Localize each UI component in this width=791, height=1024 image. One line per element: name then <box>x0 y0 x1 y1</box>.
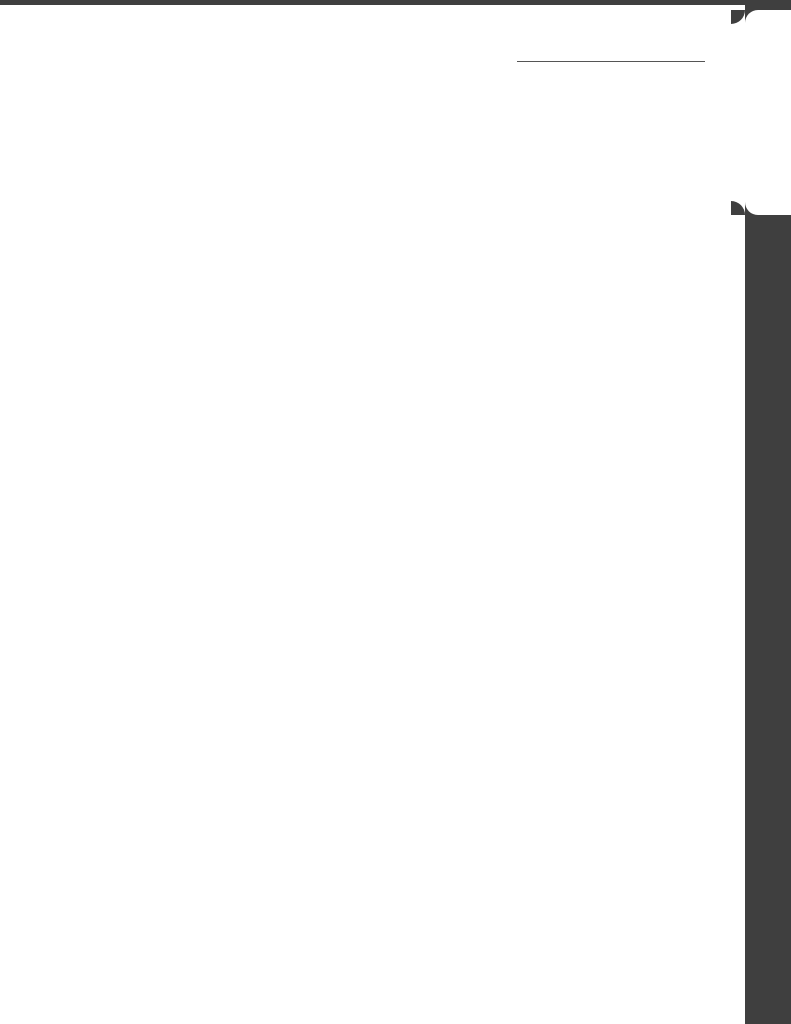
printable-page <box>0 5 745 1024</box>
year-input-line[interactable] <box>517 61 705 62</box>
section-tab-tax-deduction[interactable] <box>745 10 791 215</box>
section-tab-label <box>745 10 791 215</box>
page-footer <box>32 983 715 1005</box>
page-header <box>32 27 715 87</box>
footer-logo <box>372 983 374 1004</box>
year-field-group <box>507 61 705 65</box>
